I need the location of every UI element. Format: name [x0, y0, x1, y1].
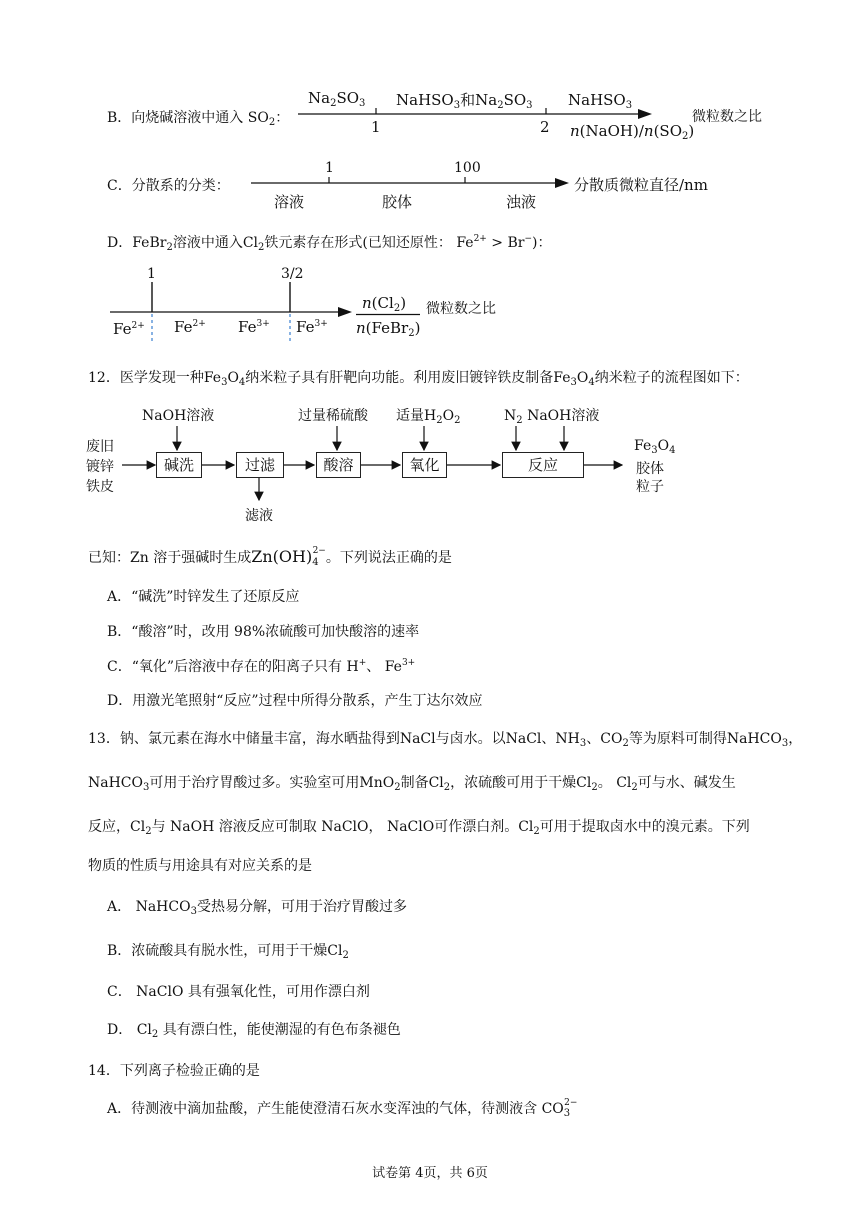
q11-c-axis-arrow: [555, 178, 569, 188]
q12-filtrate: 滤液: [245, 508, 273, 524]
q12-input-h2o2: 适量$H_2O_2$: [396, 408, 461, 426]
q13-option-a: A． NaHCO$_3$受热易分解，可用于治疗胃酸过多: [107, 899, 407, 917]
q12-start-line2: 镀锌: [86, 459, 114, 475]
q11-c-axis-title: 分散质微粒直径/nm: [574, 176, 708, 194]
q11-d-axis-arrow: [338, 307, 352, 317]
q12-box-alkaline-wash: 碱洗: [156, 452, 202, 478]
q14-stem: 14．下列离子检验正确的是: [88, 1063, 260, 1079]
q11-d-label: D．FeBr$_2$溶液中通入$Cl_2$铁元素存在形式(已知还原性： $Fe^{2+} > Br^-$)：: [107, 234, 552, 253]
q12-end-line3: 粒子: [636, 479, 664, 495]
q11-d-fraction-bar: [356, 313, 422, 316]
q11-b-axis-title: 微粒数之比: [692, 109, 762, 125]
q12-option-c: C．“氧化”后溶液中存在的阳离子只有 H+、 $Fe^{3+}$: [107, 658, 416, 675]
q11-b-ratio: $n(NaOH)/n(SO_2)$: [570, 122, 695, 142]
q13-option-c: C． NaClO 具有强氧化性，可用作漂白剂: [107, 984, 370, 1000]
q13-line2: NaHCO$_3$可用于治疗胃酸过多。实验室可用MnO$_2$制备$Cl_2$，浓硫酸可用于干燥$Cl_2$。 $Cl_2$可与水、碱发生: [88, 775, 736, 793]
q12-end-line2: 胶体: [636, 461, 664, 477]
q14-option-a: A．待测液中滴加盐酸，产生能使澄清石灰水变浑浊的气体，待测液含 $CO_3^{2-}$: [107, 1098, 578, 1119]
q11-d-ratio-denominator: n(FeBr$_2$): [356, 319, 421, 339]
q12-start-line3: 铁皮: [86, 479, 114, 495]
q12-box-oxidation: 氧化: [402, 452, 447, 478]
q11-c-seg3: 浊液: [506, 193, 537, 211]
q12-input-n2-naoh: $N_2$ NaOH溶液: [504, 408, 600, 426]
q11-b-axis-arrow: [638, 109, 652, 119]
q13-line3: 反应，$Cl_2$与 NaOH 溶液反应可制取 NaClO， NaClO可作漂白剂。$Cl_2$可用于提取卤水中的溴元素。下列: [88, 819, 750, 837]
q11-b-seg1: $Na_2SO_3$: [308, 89, 366, 109]
q11-c-label: C．分散系的分类：: [107, 178, 230, 194]
q12-input-naoh: NaOH溶液: [142, 408, 215, 424]
q13-line4: 物质的性质与用途具有对应关系的是: [88, 858, 312, 874]
q12-input-h2so4: 过量稀硫酸: [298, 408, 368, 424]
q11-b-tick2-label: 2: [540, 118, 550, 136]
q13-option-d: D． $Cl_2$ 具有漂白性，能使潮湿的有色布条褪色: [107, 1022, 401, 1040]
q12-box-reaction: 反应: [502, 452, 584, 478]
q11-b-label: B．向烧碱溶液中通入 $SO_2$：: [107, 110, 290, 128]
q11-d-seg1: $Fe^{2+}$: [113, 320, 145, 338]
q11-d-axis-title: 微粒数之比: [426, 301, 496, 317]
q11-c-tick2-label: 100: [454, 160, 481, 176]
q11-c-seg2: 胶体: [382, 193, 413, 211]
q11-d-ratio-numerator: $n(Cl_2)$: [362, 294, 407, 314]
q11-d-seg4: $Fe^{3+}$: [296, 318, 328, 336]
q11-b-tick1-label: 1: [371, 118, 381, 136]
q13-line1: 13．钠、氯元素在海水中储量丰富，海水晒盐得到NaCl与卤水。以NaCl、$NH_3$、$CO_2$等为原料可制得NaHCO$_3$，: [88, 731, 803, 749]
q12-end-line1: $Fe_3O_4$: [634, 438, 676, 456]
page-footer: 试卷第 4页，共 6页: [372, 1166, 488, 1181]
q13-option-b: B．浓硫酸具有脱水性，可用于干燥$Cl_2$: [107, 943, 349, 961]
q11-b-seg3: NaHSO$_3$: [568, 91, 633, 111]
q11-c-seg1: 溶液: [274, 193, 305, 211]
q12-known: 已知：Zn 溶于强碱时生成$Zn(OH)_4^{2-}$。下列说法正确的是: [88, 546, 452, 568]
q12-box-filtration: 过滤: [236, 452, 284, 478]
q11-d-tick1-label: 1: [147, 266, 156, 282]
q12-box-acid-dissolve: 酸溶: [316, 452, 361, 478]
q11-b-seg2: NaHSO$_3$和$Na_2SO_3$: [396, 91, 533, 111]
q12-option-b: B．“酸溶”时，改用 98%浓硫酸可加快酸溶的速率: [107, 624, 420, 640]
q12-start-line1: 废旧: [86, 439, 114, 455]
q11-d-tick2-label: 3/2: [281, 266, 304, 282]
q11-c-tick1-label: 1: [325, 160, 334, 176]
q12-stem: 12．医学发现一种$Fe_3O_4$纳米粒子具有肝靶向功能。利用废旧镀锌铁皮制备$Fe_3O_4$纳米粒子的流程图如下：: [88, 370, 749, 388]
q12-option-a: A．“碱洗”时锌发生了还原反应: [107, 589, 300, 605]
q11-d-seg2: $Fe^{2+}$: [174, 318, 206, 336]
q12-option-d: D．用激光笔照射“反应”过程中所得分散系，产生丁达尔效应: [107, 693, 483, 709]
q11-d-seg3: $Fe^{3+}$: [238, 318, 270, 336]
